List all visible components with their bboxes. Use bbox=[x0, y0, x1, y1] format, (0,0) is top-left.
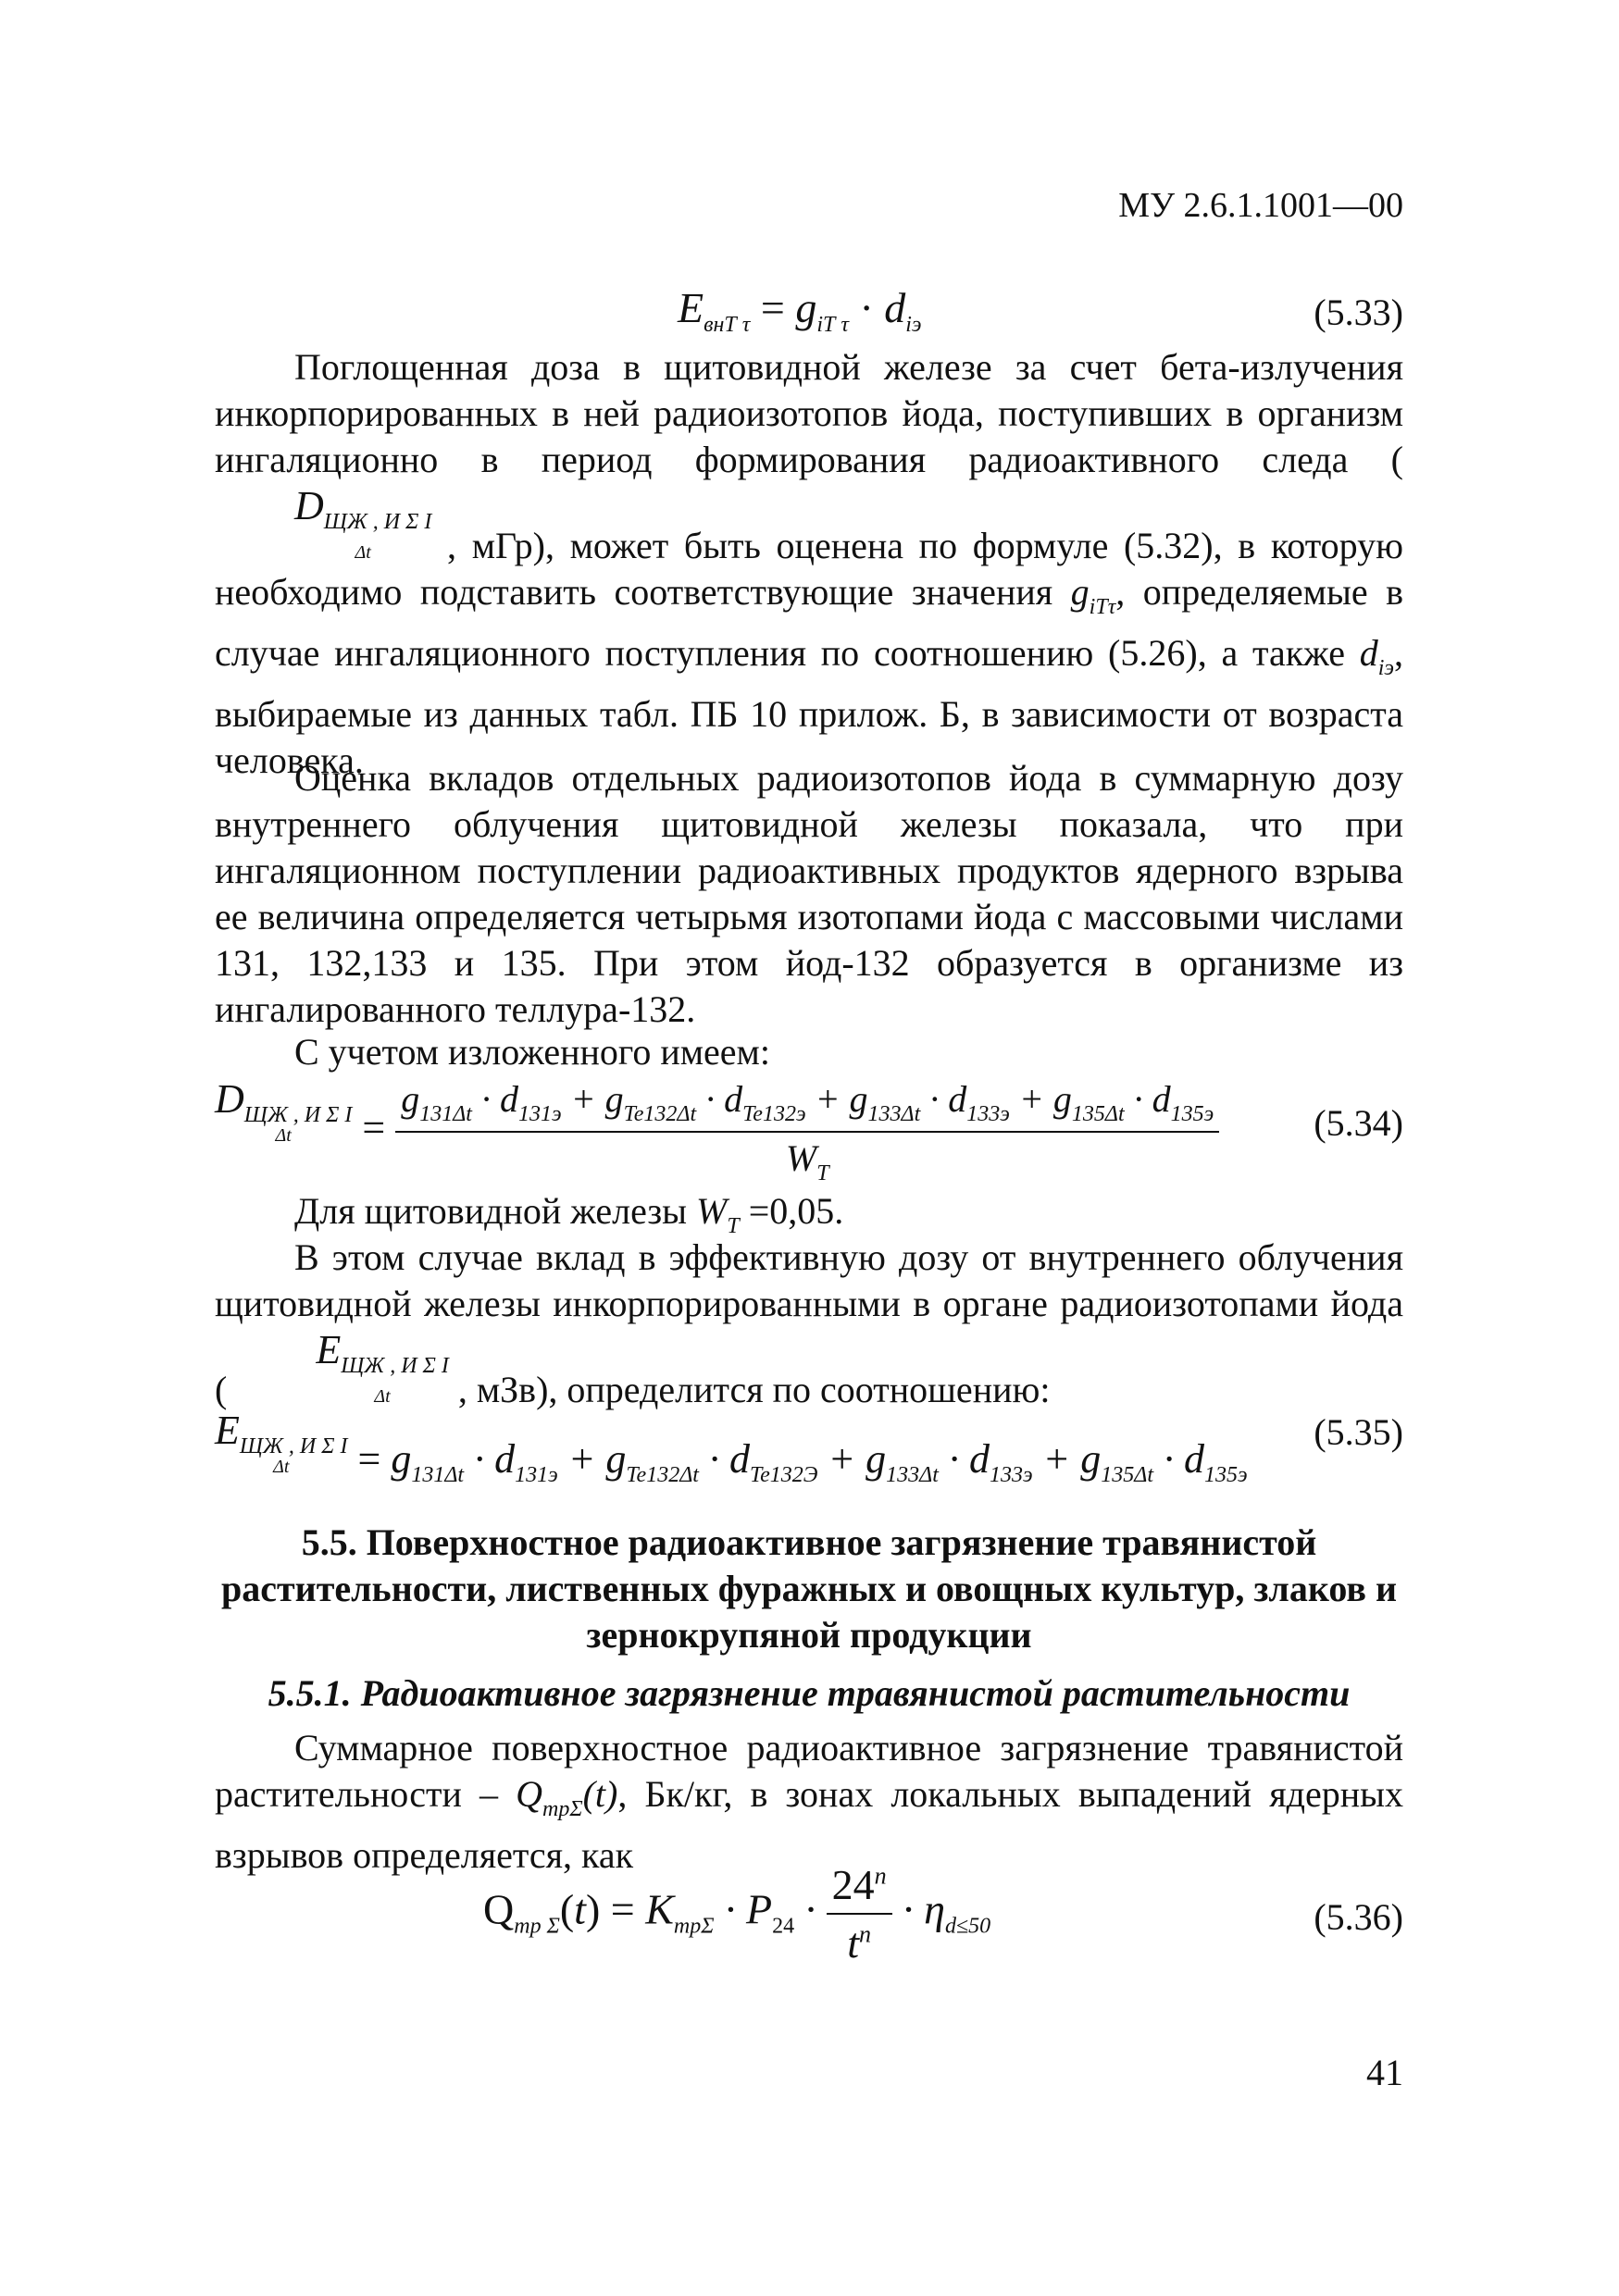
formula-5-35: $E_{ЩЖ , И \Sigma I}$ Δt = $g_{131\Delta t} \cdot d_{131э} + g_{Te132\Delta t} \cdot d_{Te132Э} + g_{133\Delta t} \cdot d_{133э} + g_{135\Delta t} \cdot d_{135э}$ bbox=[215, 1408, 1248, 1487]
equation-5-36 bbox=[215, 1860, 1403, 1980]
paragraph-effective-dose: В этом случае вклад в эффективную дозу от внутреннего облучения щитовидной железы инкорпорированными в органе радиоизотопами йода ( $E_{ЩЖ , И \Sigma I}$ Δt , мЗв), определится по соотношению: bbox=[215, 1236, 1403, 1410]
paragraph-given: С учетом изложенного имеем: bbox=[294, 1031, 770, 1073]
page-number: 41 bbox=[1366, 2052, 1403, 2093]
equation-number: (5.36) bbox=[1314, 1896, 1403, 1938]
equation-number: (5.34) bbox=[1314, 1102, 1403, 1144]
equation-5-35 bbox=[215, 1407, 1403, 1490]
paragraph-thyroid-weight: Для щитовидной железы $W_T =0,05$. bbox=[294, 1190, 844, 1238]
equation-number: (5.33) bbox=[1314, 292, 1403, 333]
formula-5-34: $D_{ЩЖ , И \Sigma I}$ Δt = $g_{131\Delta t} \cdot d_{131э} + g_{Te132\Delta t} \cdot d_{Te132э} + g_{133\Delta t} \cdot d_{133э} + g_{135\Delta t} \cdot d_{135э}$ $W_T$ bbox=[215, 1075, 1219, 1186]
equation-number: (5.35) bbox=[1314, 1411, 1403, 1453]
formula-5-36: $Q_{mp \Sigma}(t) = K_{mp\Sigma} \cdot P_{24}$ · $\frac{24^n}{t^n}$ · $\eta_{d\le 50}$ bbox=[483, 1861, 991, 1967]
paragraph-absorbed-dose: Поглощенная доза в щитовидной железе за счет бета-излучения инкорпорированных в ней радиоизотопов йода, поступивших в организм ингаляционно в период формирования радиоактивного следа ( $D_{ЩЖ , И \Sigma I}$ Δt , мГр), может быть оценена по формуле (5.32), в которую необходимо подставить соответствующие значения $g_{iT\tau}$, определяемые в случае ингаляционного поступления по соотношению (5.26), а также $d_{iэ}$, выбираемые из данных табл. ПБ 10 прилож. Б, в зависимости от возраста человека. bbox=[215, 346, 1404, 781]
equation-5-34 bbox=[215, 1072, 1403, 1192]
paragraph-surface-contamination: Суммарное поверхностное радиоактивное загрязнение травянистой растительности – $Q_{mp\Sigma}(t)$, Бк/кг, в зонах локальных выпадений ядерных взрывов определяется, как bbox=[215, 1727, 1403, 1876]
subsection-heading: 5.5.1. Радиоактивное загрязнение травянистой растительности bbox=[268, 1672, 1351, 1714]
paragraph-isotope-contribution: Оценка вкладов отдельных радиоизотопов йода в суммарную дозу внутреннего облучения щитовидной железы показала, что при ингаляционном поступлении радиоактивных продуктов ядерного взрыва ее величина определяется четырьмя изотопами йода с массовыми числами 131, 132,133 и 135. При этом йод-132 образуется в организме из ингалированного теллура-132. bbox=[215, 757, 1403, 1030]
document-code: МУ 2.6.1.1001—00 bbox=[1118, 186, 1403, 225]
section-heading: 5.5. Поверхностное радиоактивное загрязнение травянистой растительности, лиственных фуражных и овощных культур, злаков и зернокрупяной продукции bbox=[221, 1521, 1397, 1656]
formula-5-33: $E_{внТ \tau} = g_{iТ \tau} \cdot d_{iэ}$ bbox=[678, 284, 922, 337]
